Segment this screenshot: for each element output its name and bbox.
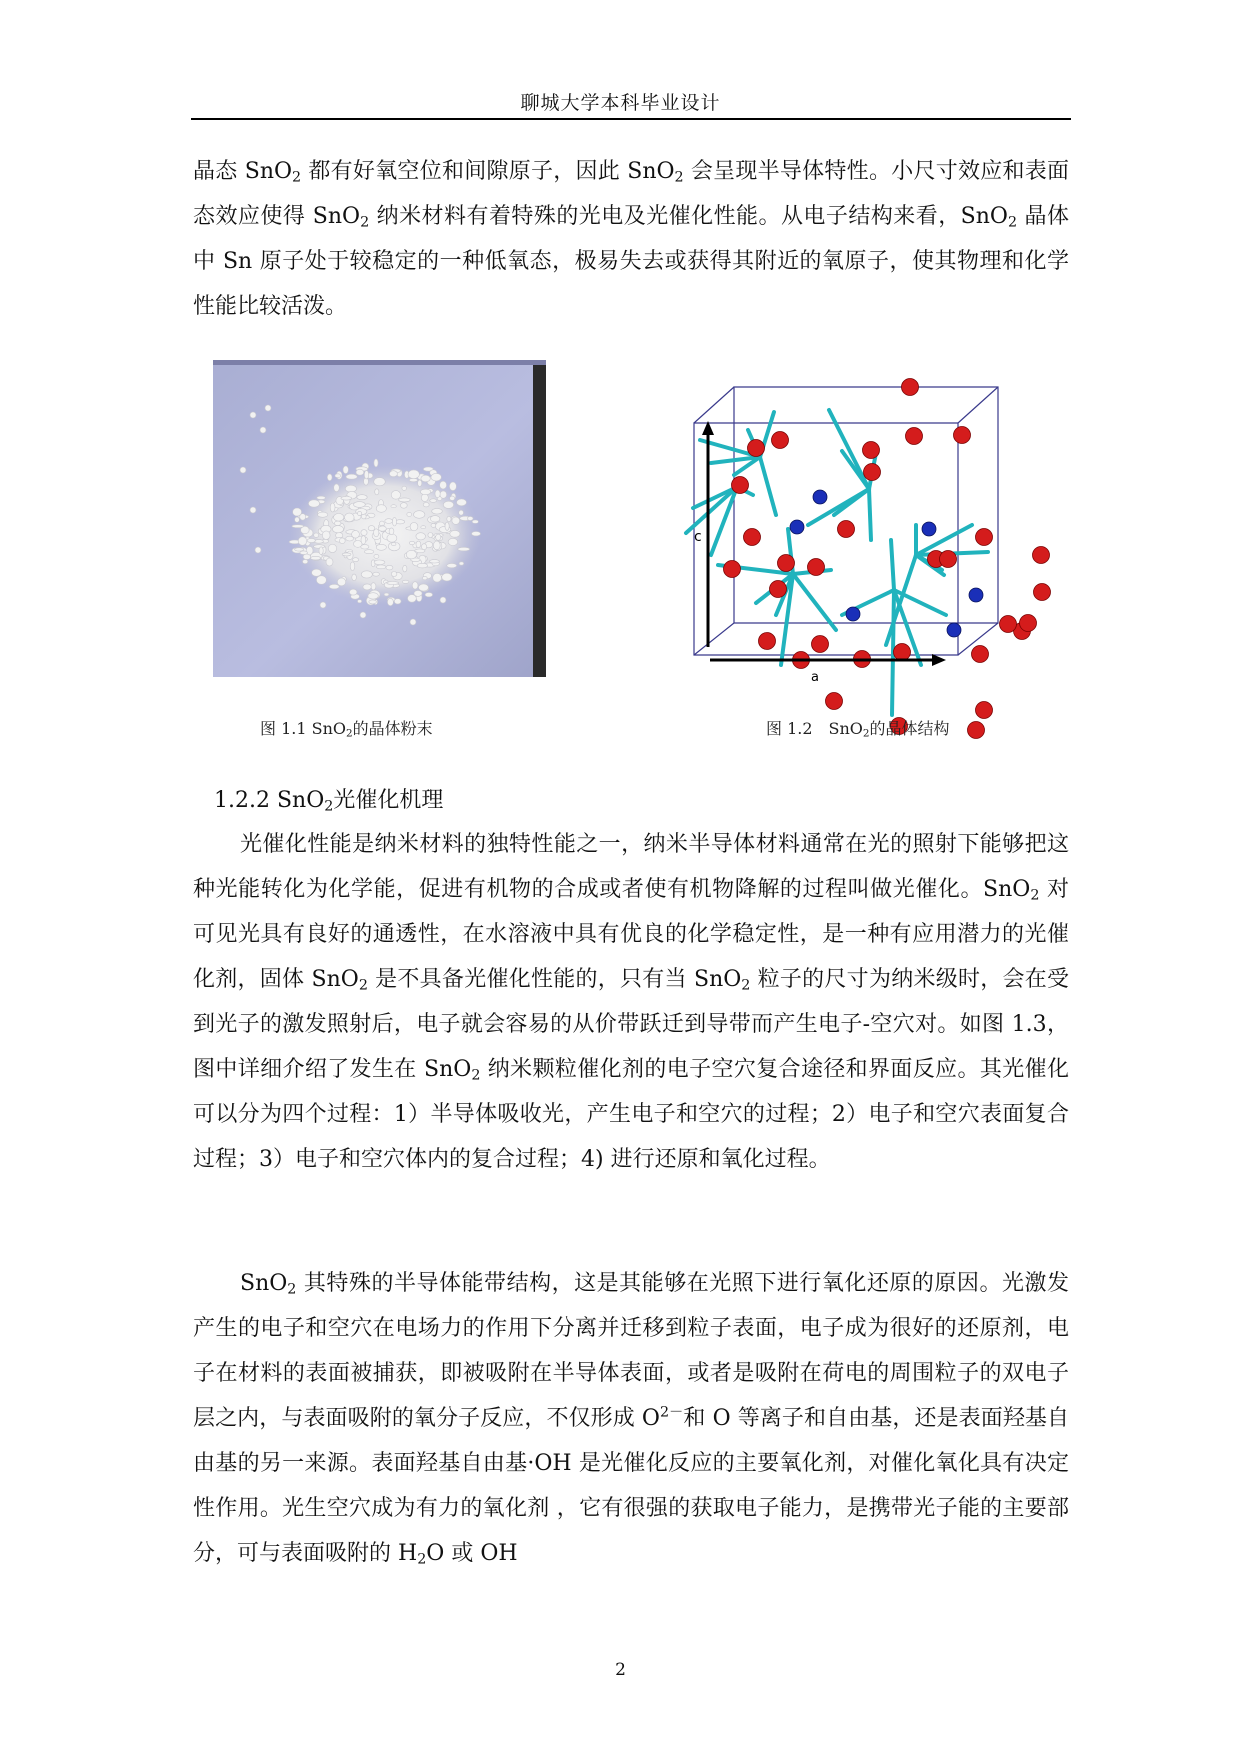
oxygen-atom [968, 722, 985, 739]
oxygen-atom [808, 559, 825, 576]
oxygen-atom [1000, 616, 1017, 633]
oxygen-atom [838, 521, 855, 538]
oxygen-atom [748, 440, 765, 457]
sno2-powder-photo [213, 360, 546, 677]
oxygen-atom [972, 646, 989, 663]
oxygen-atom [772, 432, 789, 449]
axis-c [694, 421, 714, 647]
oxygen-atom [732, 477, 749, 494]
oxygen-atom [724, 561, 741, 578]
tin-atom [846, 607, 860, 621]
tin-atom [922, 522, 936, 536]
svg-text:c: c [694, 529, 702, 545]
tin-atom [790, 520, 804, 534]
paragraph-1: 晶态 SnO$_2$ 都有好氧空位和间隙原子，因此 SnO$_2$ 会呈现半导体特性。小尺寸效应和表面态效应使得 SnO$_2$ 纳米材料有着特殊的光电及光催化性能。从电子结构来看，SnO$_2$ 晶体中 Sn 原子处于较稳定的一种低氧态，极易失去或获得其附近的氧原子，使其物理和化学性能比较活泼。 [193, 159, 1069, 319]
oxygen-atom [1033, 547, 1050, 564]
oxygen-atom [744, 529, 761, 546]
oxygen-atom [759, 633, 776, 650]
oxygen-atom [976, 529, 993, 546]
oxygen-atom [894, 644, 911, 661]
figure-1-2-caption: 图 1.2 SnO$_2$的晶体结构 [766, 719, 950, 740]
oxygen-atom [863, 442, 880, 459]
paragraph-2: 光催化性能是纳米材料的独特性能之一，纳米半导体材料通常在光的照射下能够把这种光能转化为化学能，促进有机物的合成或者使有机物降解的过程叫做光催化。SnO$_2$ 对可见光具有良好的通透性，在水溶液中具有优良的化学稳定性，是一种有应用潜力的光催化剂，固体 SnO$_2$ 是不具备光催化性能的，只有当 SnO$_2$ 粒子的尺寸为纳米级时，会在受到光子的激发照射后，电子就会容易的从价带跃迁到导带而产生电子-空穴对。如图 1.3，图中详细介绍了发生在 SnO$_2$ 纳米颗粒催化剂的电子空穴复合途径和界面反应。其光催化可以分为四个过程：1）半导体吸收光，产生电子和空穴的过程；2）电子和空穴表面复合过程；3）电子和空穴体内的复合过程；4) 进行还原和氧化过程。 [193, 832, 1070, 1172]
figure-1-1-caption: 图 1.1 SnO$_2$的晶体粉末 [260, 719, 433, 740]
paragraph-3: SnO$_2$ 其特殊的半导体能带结构，这是其能够在光照下进行氧化还原的原因。光激发产生的电子和空穴在电场力的作用下分离并迁移到粒子表面，电子成为很好的还原剂，电子在材料的表面被捕获，即被吸附在半导体表面，或者是吸附在荷电的周围粒子的双电子层之内，与表面吸附的氧分子反应，不仅形成 $O^{2-}$和 O 等离子和自由基，还是表面羟基自由基的另一来源。表面羟基自由基·OH 是光催化反应的主要氧化剂，对催化氧化具有决定性作用。光生空穴成为有力的氧化剂 ，它有很强的获取电子能力，是携带光子能的主要部分，可与表面吸附的 $H_2O$ 或 OH [193, 1271, 1069, 1568]
oxygen-atom [778, 555, 795, 572]
oxygen-atom [864, 464, 881, 481]
oxygen-atom [1034, 584, 1051, 601]
header-rule [191, 118, 1071, 120]
tin-atom [969, 588, 983, 602]
tin-atom [813, 490, 827, 504]
oxygen-atom [940, 551, 957, 568]
oxygen-atom [826, 693, 843, 710]
oxygen-atom [954, 427, 971, 444]
oxygen-atom [976, 702, 993, 719]
running-header: 聊城大学本科毕业设计 [520, 92, 721, 114]
svg-text:a: a [811, 670, 819, 685]
tin-atom [947, 623, 961, 637]
oxygen-atom [902, 379, 919, 396]
sno2-crystal-structure-diagram [676, 355, 1046, 685]
oxygen-atom [906, 428, 923, 445]
axis-a [710, 654, 946, 685]
oxygen-atom [1020, 615, 1037, 632]
oxygen-atom [812, 636, 829, 653]
oxygen-atom [770, 581, 787, 598]
page-number: 2 [615, 1660, 626, 1680]
subsection-heading: 1.2.2 SnO$_2$光催化机理 [214, 788, 444, 815]
